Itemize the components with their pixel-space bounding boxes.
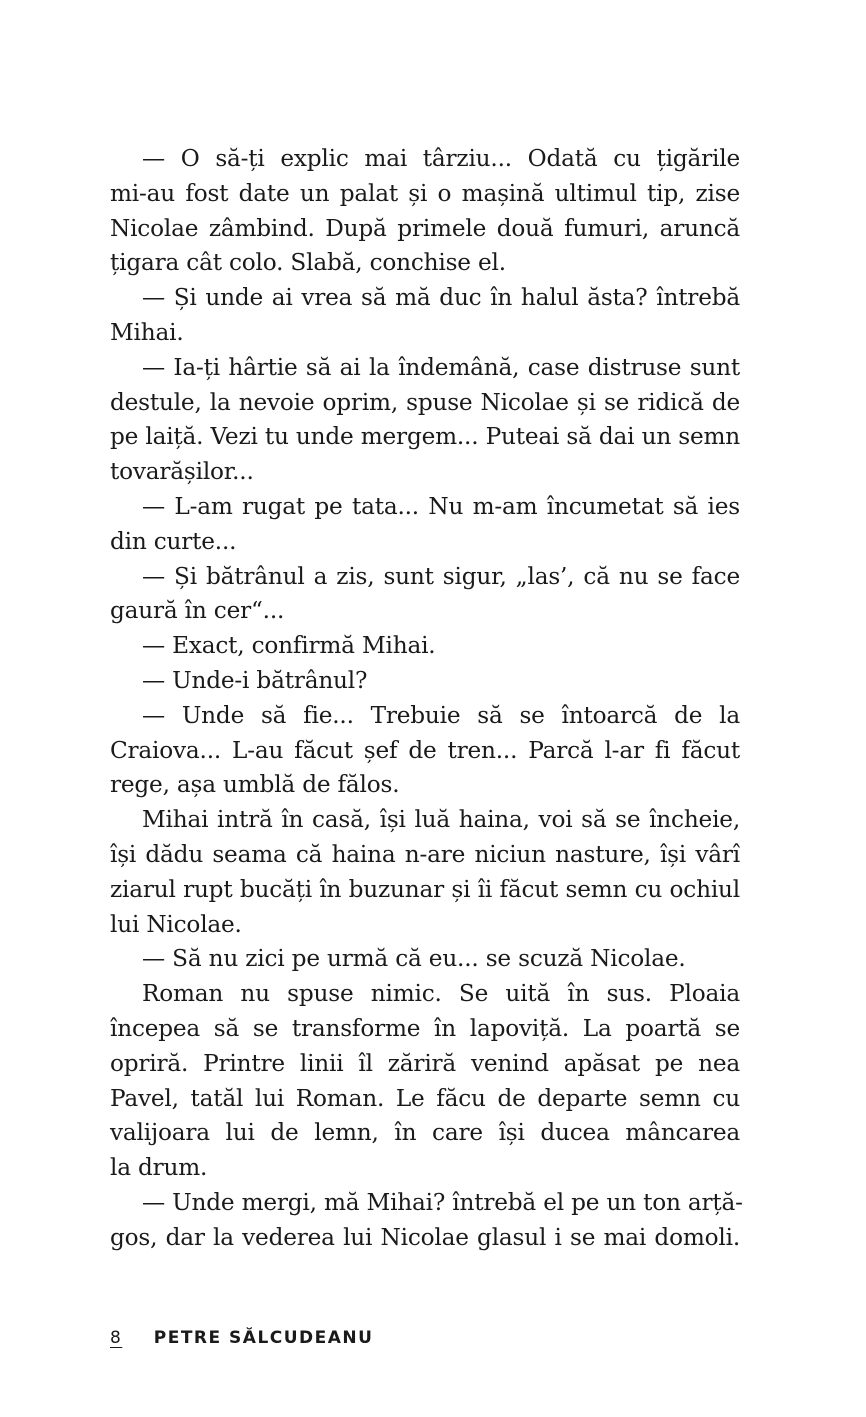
text-line: — O să-ți explic mai târziu... Odată cu țigările	[142, 145, 740, 172]
book-page-text	[110, 142, 743, 1256]
text-line: — Unde mergi, mă Mihai? întrebă el pe un ton arță-	[142, 1188, 743, 1216]
text-line: — Să nu zici pe urmă că eu... se scuză Nicolae.	[142, 945, 686, 973]
text-line: la drum.	[110, 1154, 208, 1182]
text-line: rege, așa umblă de fălos.	[110, 771, 400, 799]
text-line: Pavel, tatăl lui Roman. Le făcu de departe semn cu	[110, 1084, 740, 1112]
text-line: ziarul rupt bucăți în buzunar și îi făcut semn cu ochiul	[110, 875, 740, 903]
text-line: — Exact, confirmă Mihai.	[142, 632, 436, 660]
text-line: — L-am rugat pe tata... Nu m-am încumetat să ies	[142, 492, 740, 520]
text-line: pe laiță. Vezi tu unde mergem... Puteai să dai un semn	[110, 423, 740, 451]
text-line: Roman nu spuse nimic. Se uită în sus. Ploaia	[142, 980, 740, 1008]
text-line: lui Nicolae.	[110, 910, 242, 938]
text-line: gaură în cer“...	[110, 597, 285, 625]
text-line: din curte...	[110, 527, 237, 555]
text-line: — Unde să fie... Trebuie să se întoarcă de la	[142, 701, 740, 729]
text-line: tovarășilor...	[110, 458, 254, 486]
text-line: Craiova... L-au făcut șef de tren... Parcă l-ar fi făcut	[110, 736, 740, 764]
text-line: Mihai intră în casă, își luă haina, voi să se încheie,	[142, 806, 740, 834]
text-line: valijoara lui de lemn, în care își ducea mâncarea	[110, 1119, 740, 1147]
text-line: gos, dar la vederea lui Nicolae glasul i se mai domoli.	[110, 1223, 740, 1251]
text-line: opriră. Printre linii îl zăriră venind apăsat pe nea	[110, 1049, 740, 1077]
page-footer	[110, 1328, 373, 1348]
text-line: mi-au fost date un palat și o mașină ultimul tip, zise	[110, 179, 740, 207]
text-line: începea să se transforme în lapoviță. La poartă se	[110, 1014, 740, 1042]
text-line: — Și bătrânul a zis, sunt sigur, „las’, că nu se face	[142, 562, 740, 590]
page-number: 8	[110, 1328, 123, 1348]
text-line: destule, la nevoie oprim, spuse Nicolae și se ridică de	[110, 388, 740, 416]
text-line: își dădu seama că haina n-are niciun nasture, își vârî	[110, 840, 740, 868]
text-line: — Și unde ai vrea să mă duc în halul ăsta? întrebă	[142, 284, 740, 312]
text-line: Nicolae zâmbind. După primele două fumuri, aruncă	[110, 214, 740, 242]
text-line: — Ia-ți hârtie să ai la îndemână, case distruse sunt	[142, 353, 740, 381]
text-line: — Unde-i bătrânul?	[142, 666, 368, 694]
text-line: țigara cât colo. Slabă, conchise el.	[110, 249, 506, 277]
running-head-author: PETRE SĂLCUDEANU	[153, 1328, 374, 1348]
text-line: Mihai.	[110, 318, 184, 346]
